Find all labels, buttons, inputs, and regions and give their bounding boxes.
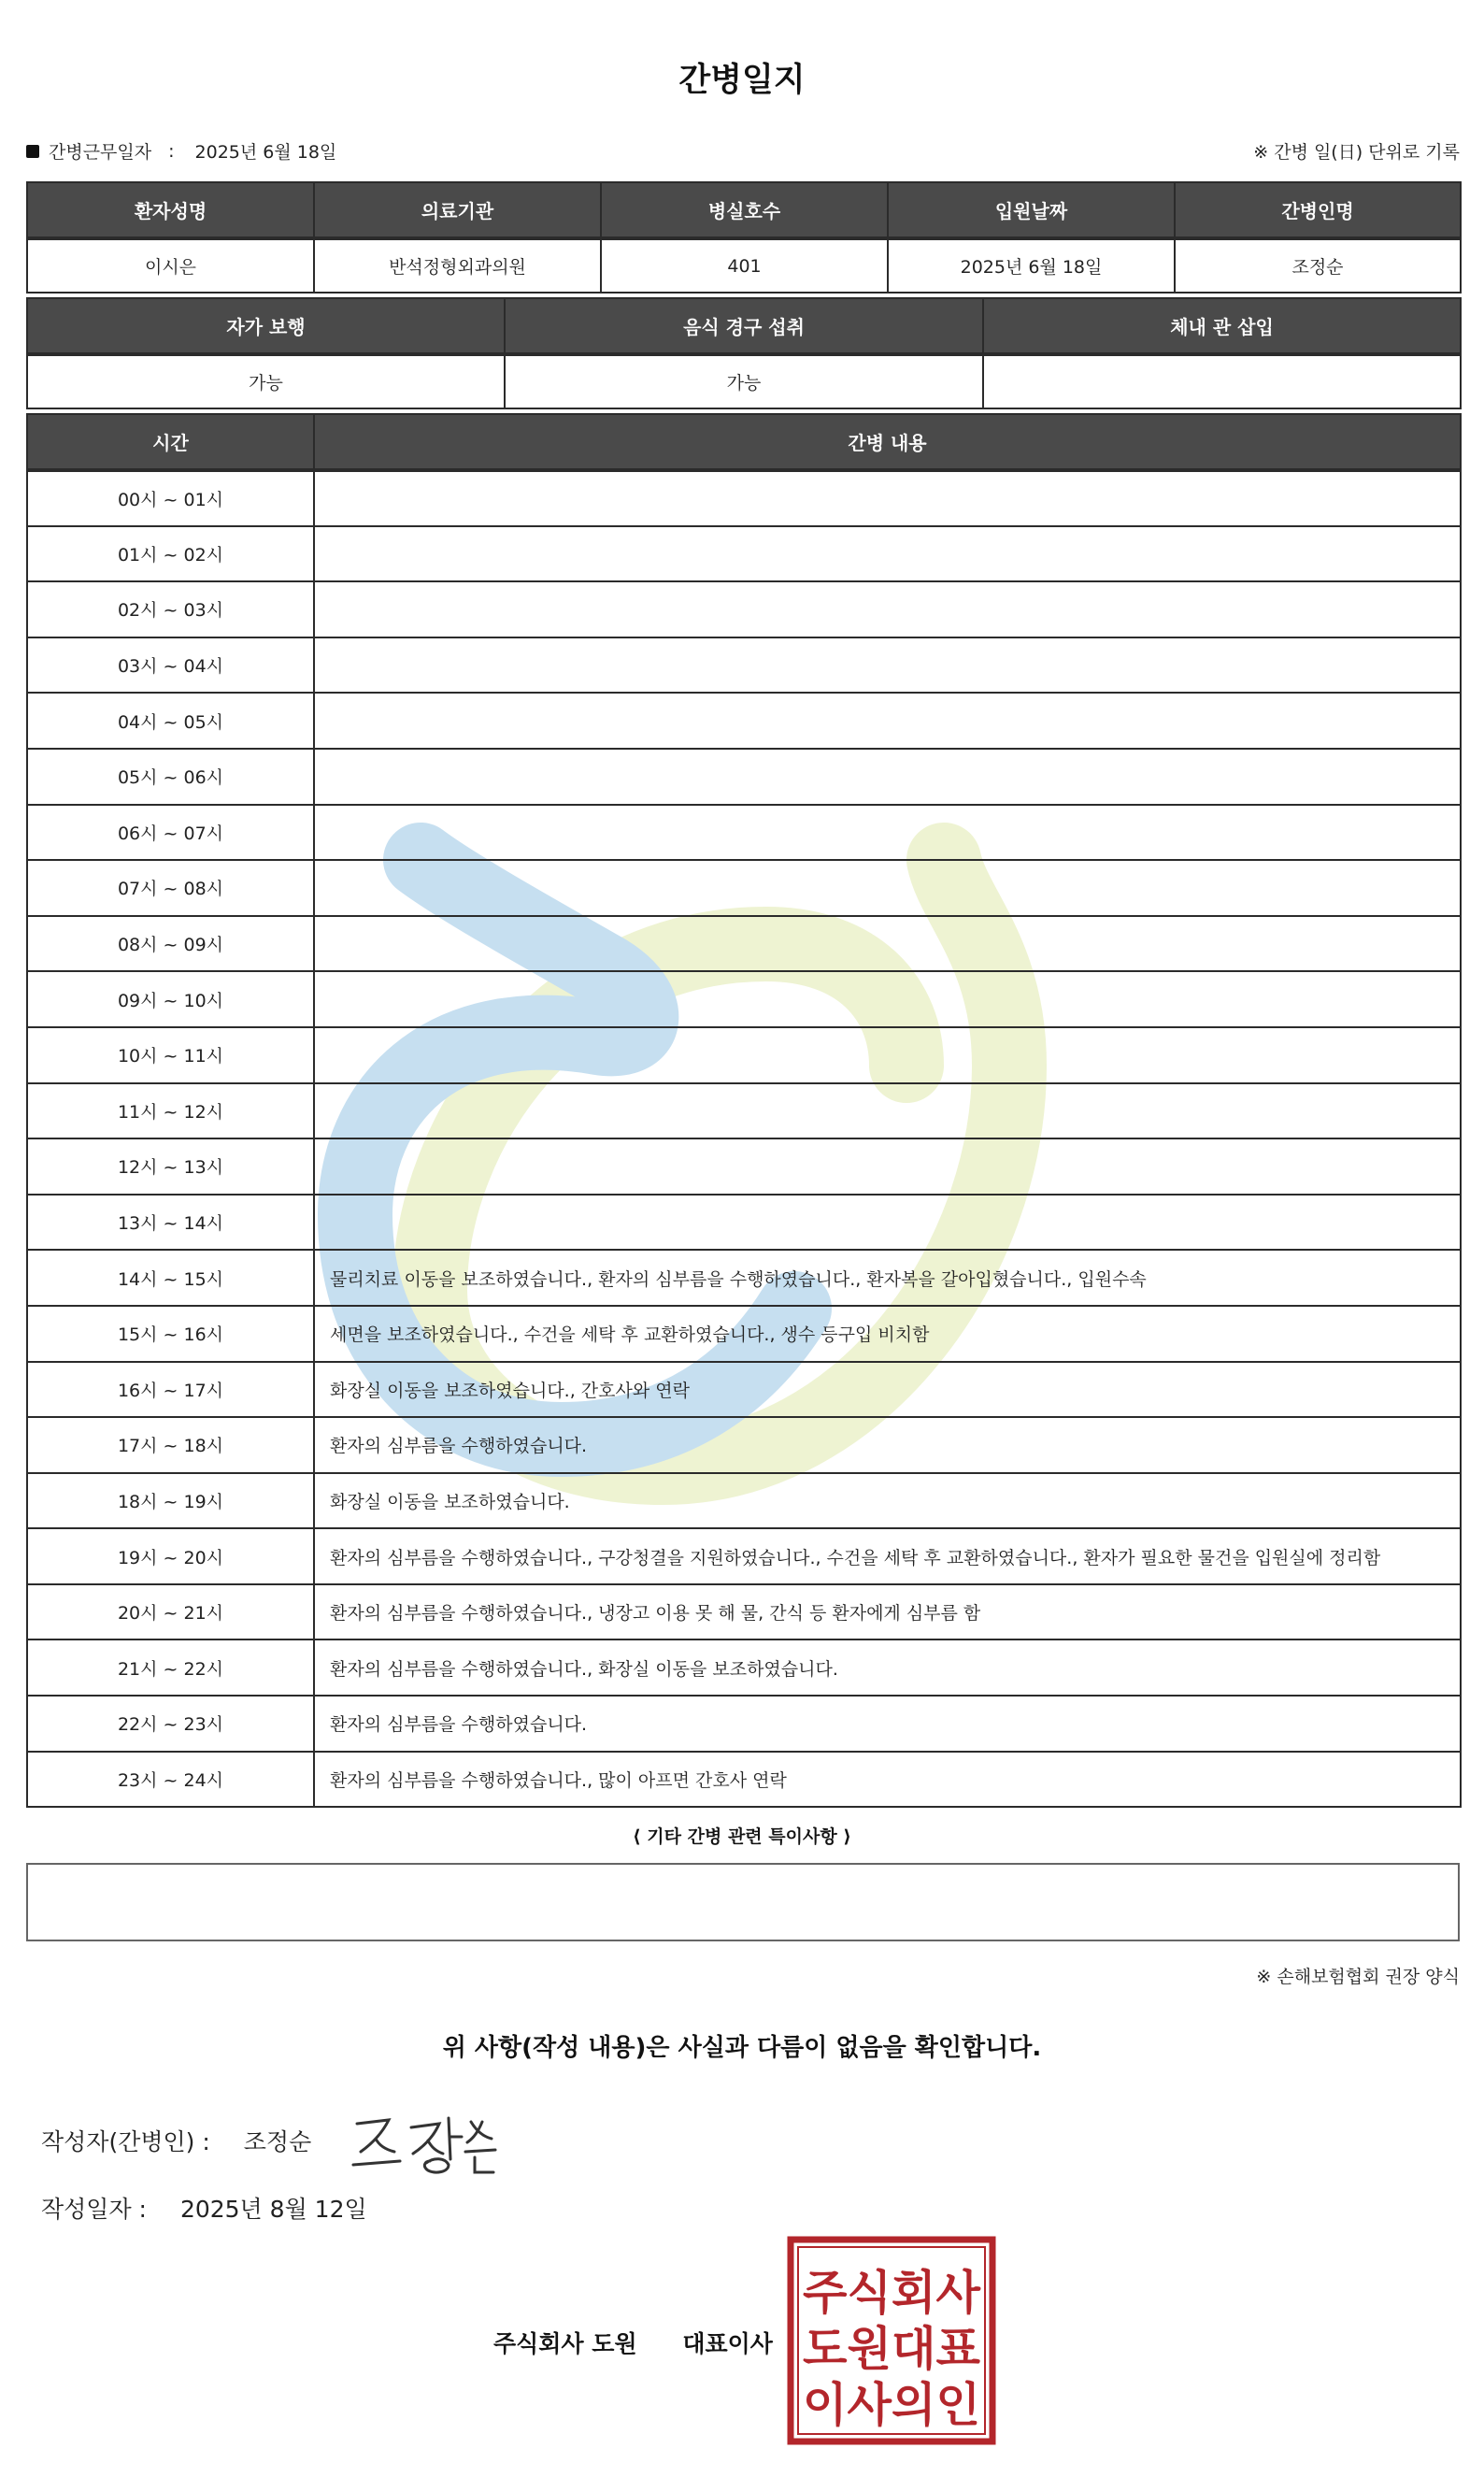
time-slot: 20시 ~ 21시	[27, 1584, 314, 1640]
schedule-row	[27, 1027, 1461, 1083]
ceo-label: 대표이사	[682, 2330, 773, 2357]
patient-name: 이시은	[27, 238, 314, 293]
header-time: 시간	[27, 414, 314, 470]
care-content	[314, 1138, 1461, 1195]
time-slot: 23시 ~ 24시	[27, 1752, 314, 1808]
care-content: 화장실 이동을 보조하였습니다., 간호사와 연락	[314, 1362, 1461, 1418]
hospital-name: 반석정형외과의원	[314, 238, 601, 293]
schedule-row	[27, 1639, 1461, 1696]
schedule-row	[27, 693, 1461, 749]
schedule-row	[27, 860, 1461, 916]
work-date-value: 2025년 6월 18일	[194, 142, 337, 163]
time-slot: 05시 ~ 06시	[27, 749, 314, 805]
seal-line-2: 도원대표	[803, 2322, 981, 2376]
patient-info-table	[26, 181, 1462, 294]
care-schedule-table	[26, 413, 1462, 1808]
schedule-row	[27, 1306, 1461, 1362]
status-value-row	[27, 354, 1461, 408]
header-admission-date: 입원날짜	[888, 182, 1175, 238]
schedule-row	[27, 1362, 1461, 1418]
schedule-row	[27, 637, 1461, 694]
schedule-row	[27, 749, 1461, 805]
admission-date: 2025년 6월 18일	[888, 238, 1175, 293]
care-content: 물리치료 이동을 보조하였습니다., 환자의 심부름을 수행하였습니다., 환자복을 갈아입혔습니다., 입원수속	[314, 1250, 1461, 1306]
room-number: 401	[601, 238, 888, 293]
tube-insertion-value	[983, 354, 1461, 408]
schedule-body	[27, 470, 1461, 1807]
care-content: 환자의 심부름을 수행하였습니다., 냉장고 이용 못 해 물, 간식 등 환자에게 심부름 함	[314, 1584, 1461, 1640]
seal-line-3: 이사의인	[803, 2378, 980, 2432]
time-slot: 01시 ~ 02시	[27, 526, 314, 582]
time-slot: 07시 ~ 08시	[27, 860, 314, 916]
header-care-content: 간병 내용	[314, 414, 1461, 470]
care-content: 세면을 보조하였습니다., 수건을 세탁 후 교환하였습니다., 생수 등구입 비치함	[314, 1306, 1461, 1362]
time-slot: 09시 ~ 10시	[27, 971, 314, 1027]
schedule-row	[27, 1195, 1461, 1251]
care-content: 환자의 심부름을 수행하였습니다.	[314, 1696, 1461, 1752]
header-oral-intake: 음식 경구 섭취	[505, 298, 983, 354]
header-self-walking: 자가 보행	[27, 298, 505, 354]
oral-intake-value: 가능	[505, 354, 983, 408]
writer-row	[41, 2124, 311, 2157]
handwritten-signature	[346, 2103, 514, 2187]
time-slot: 03시 ~ 04시	[27, 637, 314, 694]
header-tube-insertion: 체내 관 삽입	[983, 298, 1461, 354]
time-slot: 17시 ~ 18시	[27, 1417, 314, 1473]
schedule-row	[27, 581, 1461, 637]
schedule-row	[27, 916, 1461, 972]
care-content	[314, 1083, 1461, 1139]
record-unit-note: ※ 간병 일(日) 단위로 기록	[1253, 142, 1460, 163]
care-content	[314, 470, 1461, 526]
care-content: 환자의 심부름을 수행하였습니다., 구강청결을 지원하였습니다., 수건을 세탁 후 교환하였습니다., 환자가 필요한 물건을 입원실에 정리함	[314, 1528, 1461, 1584]
schedule-row	[27, 805, 1461, 861]
schedule-row	[27, 1752, 1461, 1808]
care-content	[314, 693, 1461, 749]
writer-label: 작성자(간병인) :	[41, 2128, 210, 2155]
care-content: 화장실 이동을 보조하였습니다.	[314, 1473, 1461, 1529]
special-notes-box	[26, 1863, 1460, 1941]
confirmation-statement: 위 사항(작성 내용)은 사실과 다름이 없음을 확인합니다.	[442, 2034, 1042, 2062]
time-slot: 16시 ~ 17시	[27, 1362, 314, 1418]
patient-value-row	[27, 238, 1461, 293]
care-content	[314, 1195, 1461, 1251]
care-content	[314, 581, 1461, 637]
schedule-row	[27, 1417, 1461, 1473]
work-date-label: 간병근무일자	[49, 142, 152, 163]
time-slot: 04시 ~ 05시	[27, 693, 314, 749]
black-square-icon	[26, 145, 39, 158]
care-content	[314, 526, 1461, 582]
care-content: 환자의 심부름을 수행하였습니다., 화장실 이동을 보조하였습니다.	[314, 1639, 1461, 1696]
caregiver-name: 조정순	[1175, 238, 1461, 293]
time-slot: 12시 ~ 13시	[27, 1138, 314, 1195]
care-content	[314, 637, 1461, 694]
schedule-row	[27, 1083, 1461, 1139]
schedule-row	[27, 470, 1461, 526]
schedule-row	[27, 1473, 1461, 1529]
schedule-header-row	[27, 414, 1461, 470]
care-content: 환자의 심부름을 수행하였습니다., 많이 아프면 간호사 연락	[314, 1752, 1461, 1808]
schedule-row	[27, 1138, 1461, 1195]
care-content	[314, 971, 1461, 1027]
time-slot: 21시 ~ 22시	[27, 1639, 314, 1696]
written-date-label: 작성일자 :	[41, 2196, 147, 2223]
company-seal	[787, 2236, 996, 2445]
written-date-value: 2025년 8월 12일	[179, 2196, 367, 2223]
schedule-row	[27, 1584, 1461, 1640]
seal-line-1: 주식회사	[803, 2266, 981, 2320]
care-content	[314, 916, 1461, 972]
time-slot: 08시 ~ 09시	[27, 916, 314, 972]
header-patient-name: 환자성명	[27, 182, 314, 238]
time-slot: 06시 ~ 07시	[27, 805, 314, 861]
meta-row	[26, 138, 1460, 166]
care-content	[314, 805, 1461, 861]
special-notes-title: ⟨ 기타 간병 관련 특이사항 ⟩	[633, 1826, 851, 1847]
company-row	[493, 2326, 773, 2359]
time-slot: 18시 ~ 19시	[27, 1473, 314, 1529]
schedule-row	[27, 1528, 1461, 1584]
time-slot: 00시 ~ 01시	[27, 470, 314, 526]
status-header-row	[27, 298, 1461, 354]
patient-header-row	[27, 182, 1461, 238]
time-slot: 14시 ~ 15시	[27, 1250, 314, 1306]
time-slot: 10시 ~ 11시	[27, 1027, 314, 1083]
time-slot: 13시 ~ 14시	[27, 1195, 314, 1251]
form-source-note: ※ 손해보험협회 권장 양식	[1256, 1967, 1460, 1987]
care-content	[314, 749, 1461, 805]
care-content	[314, 860, 1461, 916]
care-content: 환자의 심부름을 수행하였습니다.	[314, 1417, 1461, 1473]
work-date	[26, 138, 336, 164]
care-content	[314, 1027, 1461, 1083]
schedule-row	[27, 526, 1461, 582]
header-caregiver-name: 간병인명	[1175, 182, 1461, 238]
writer-name: 조정순	[243, 2128, 312, 2155]
time-slot: 22시 ~ 23시	[27, 1696, 314, 1752]
time-slot: 11시 ~ 12시	[27, 1083, 314, 1139]
header-room-number: 병실호수	[601, 182, 888, 238]
schedule-row	[27, 1250, 1461, 1306]
time-slot: 02시 ~ 03시	[27, 581, 314, 637]
schedule-row	[27, 971, 1461, 1027]
written-date-row	[41, 2191, 367, 2225]
company-name: 주식회사 도원	[493, 2330, 637, 2357]
document-title: 간병일지	[678, 62, 806, 99]
header-hospital: 의료기관	[314, 182, 601, 238]
schedule-row	[27, 1696, 1461, 1752]
work-date-separator: :	[168, 140, 175, 162]
self-walking-value: 가능	[27, 354, 505, 408]
time-slot: 15시 ~ 16시	[27, 1306, 314, 1362]
patient-status-table	[26, 297, 1462, 409]
time-slot: 19시 ~ 20시	[27, 1528, 314, 1584]
